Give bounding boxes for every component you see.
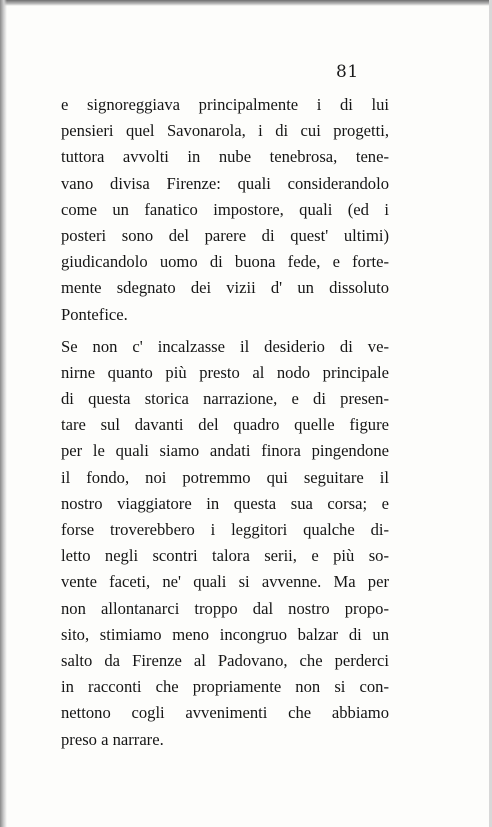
text-line: nostro viaggiatore in questa sua corsa; e (61, 493, 389, 513)
page-binding-shadow (0, 0, 7, 827)
text-line: in racconti che propriamente non si con- (61, 677, 389, 697)
text-line: tare sul davanti del quadro quelle figure (61, 415, 389, 435)
text-line: Pontefice. (61, 304, 128, 324)
paragraph-1 (61, 92, 389, 328)
text-line: Se non c' incalzasse il desiderio di ve- (61, 336, 389, 356)
text-line: letto negli scontri talora serii, e più so- (61, 546, 389, 566)
text-line: forse troverebbero i leggitori qualche di- (61, 520, 389, 539)
text-line: nirne quanto più presto al nodo principale (61, 362, 389, 382)
text-line: posteri sono del parere di quest' ultimi) (61, 225, 389, 245)
text-line: il fondo, noi potremmo qui seguitare il (61, 467, 389, 487)
page-top-shadow (0, 0, 492, 6)
text-line: vano divisa Firenze: quali considerandolo (61, 173, 389, 193)
text-line: sito, stimiamo meno incongruo balzar di un (61, 624, 389, 644)
text-line: non allontanarci troppo dal nostro propo- (61, 598, 389, 618)
text-line: vente faceti, ne' quali si avvenne. Ma per (61, 572, 389, 592)
text-line: preso a narrare. (61, 729, 164, 749)
paragraph-2 (61, 334, 389, 753)
body-text (61, 92, 389, 753)
text-line: come un fanatico impostore, quali (ed i (61, 199, 389, 219)
text-line: salto da Firenze al Padovano, che perderci (61, 650, 389, 670)
page-number: 81 (336, 62, 359, 82)
text-line: tuttora avvolti in nube tenebrosa, tene- (61, 147, 389, 167)
text-line: mente sdegnato dei vizii d' un dissoluto (61, 278, 389, 298)
text-line: nettono cogli avvenimenti che abbiamo (61, 703, 389, 723)
text-line: per le quali siamo andati finora pingendone (61, 441, 389, 461)
text-line: di questa storica narrazione, e di presen- (61, 389, 389, 409)
text-line: e signoreggiava principalmente i di lui (61, 95, 389, 114)
text-line: pensieri quel Savonarola, i di cui progetti, (61, 121, 389, 141)
text-line: giudicandolo uomo di buona fede, e forte- (61, 252, 389, 272)
